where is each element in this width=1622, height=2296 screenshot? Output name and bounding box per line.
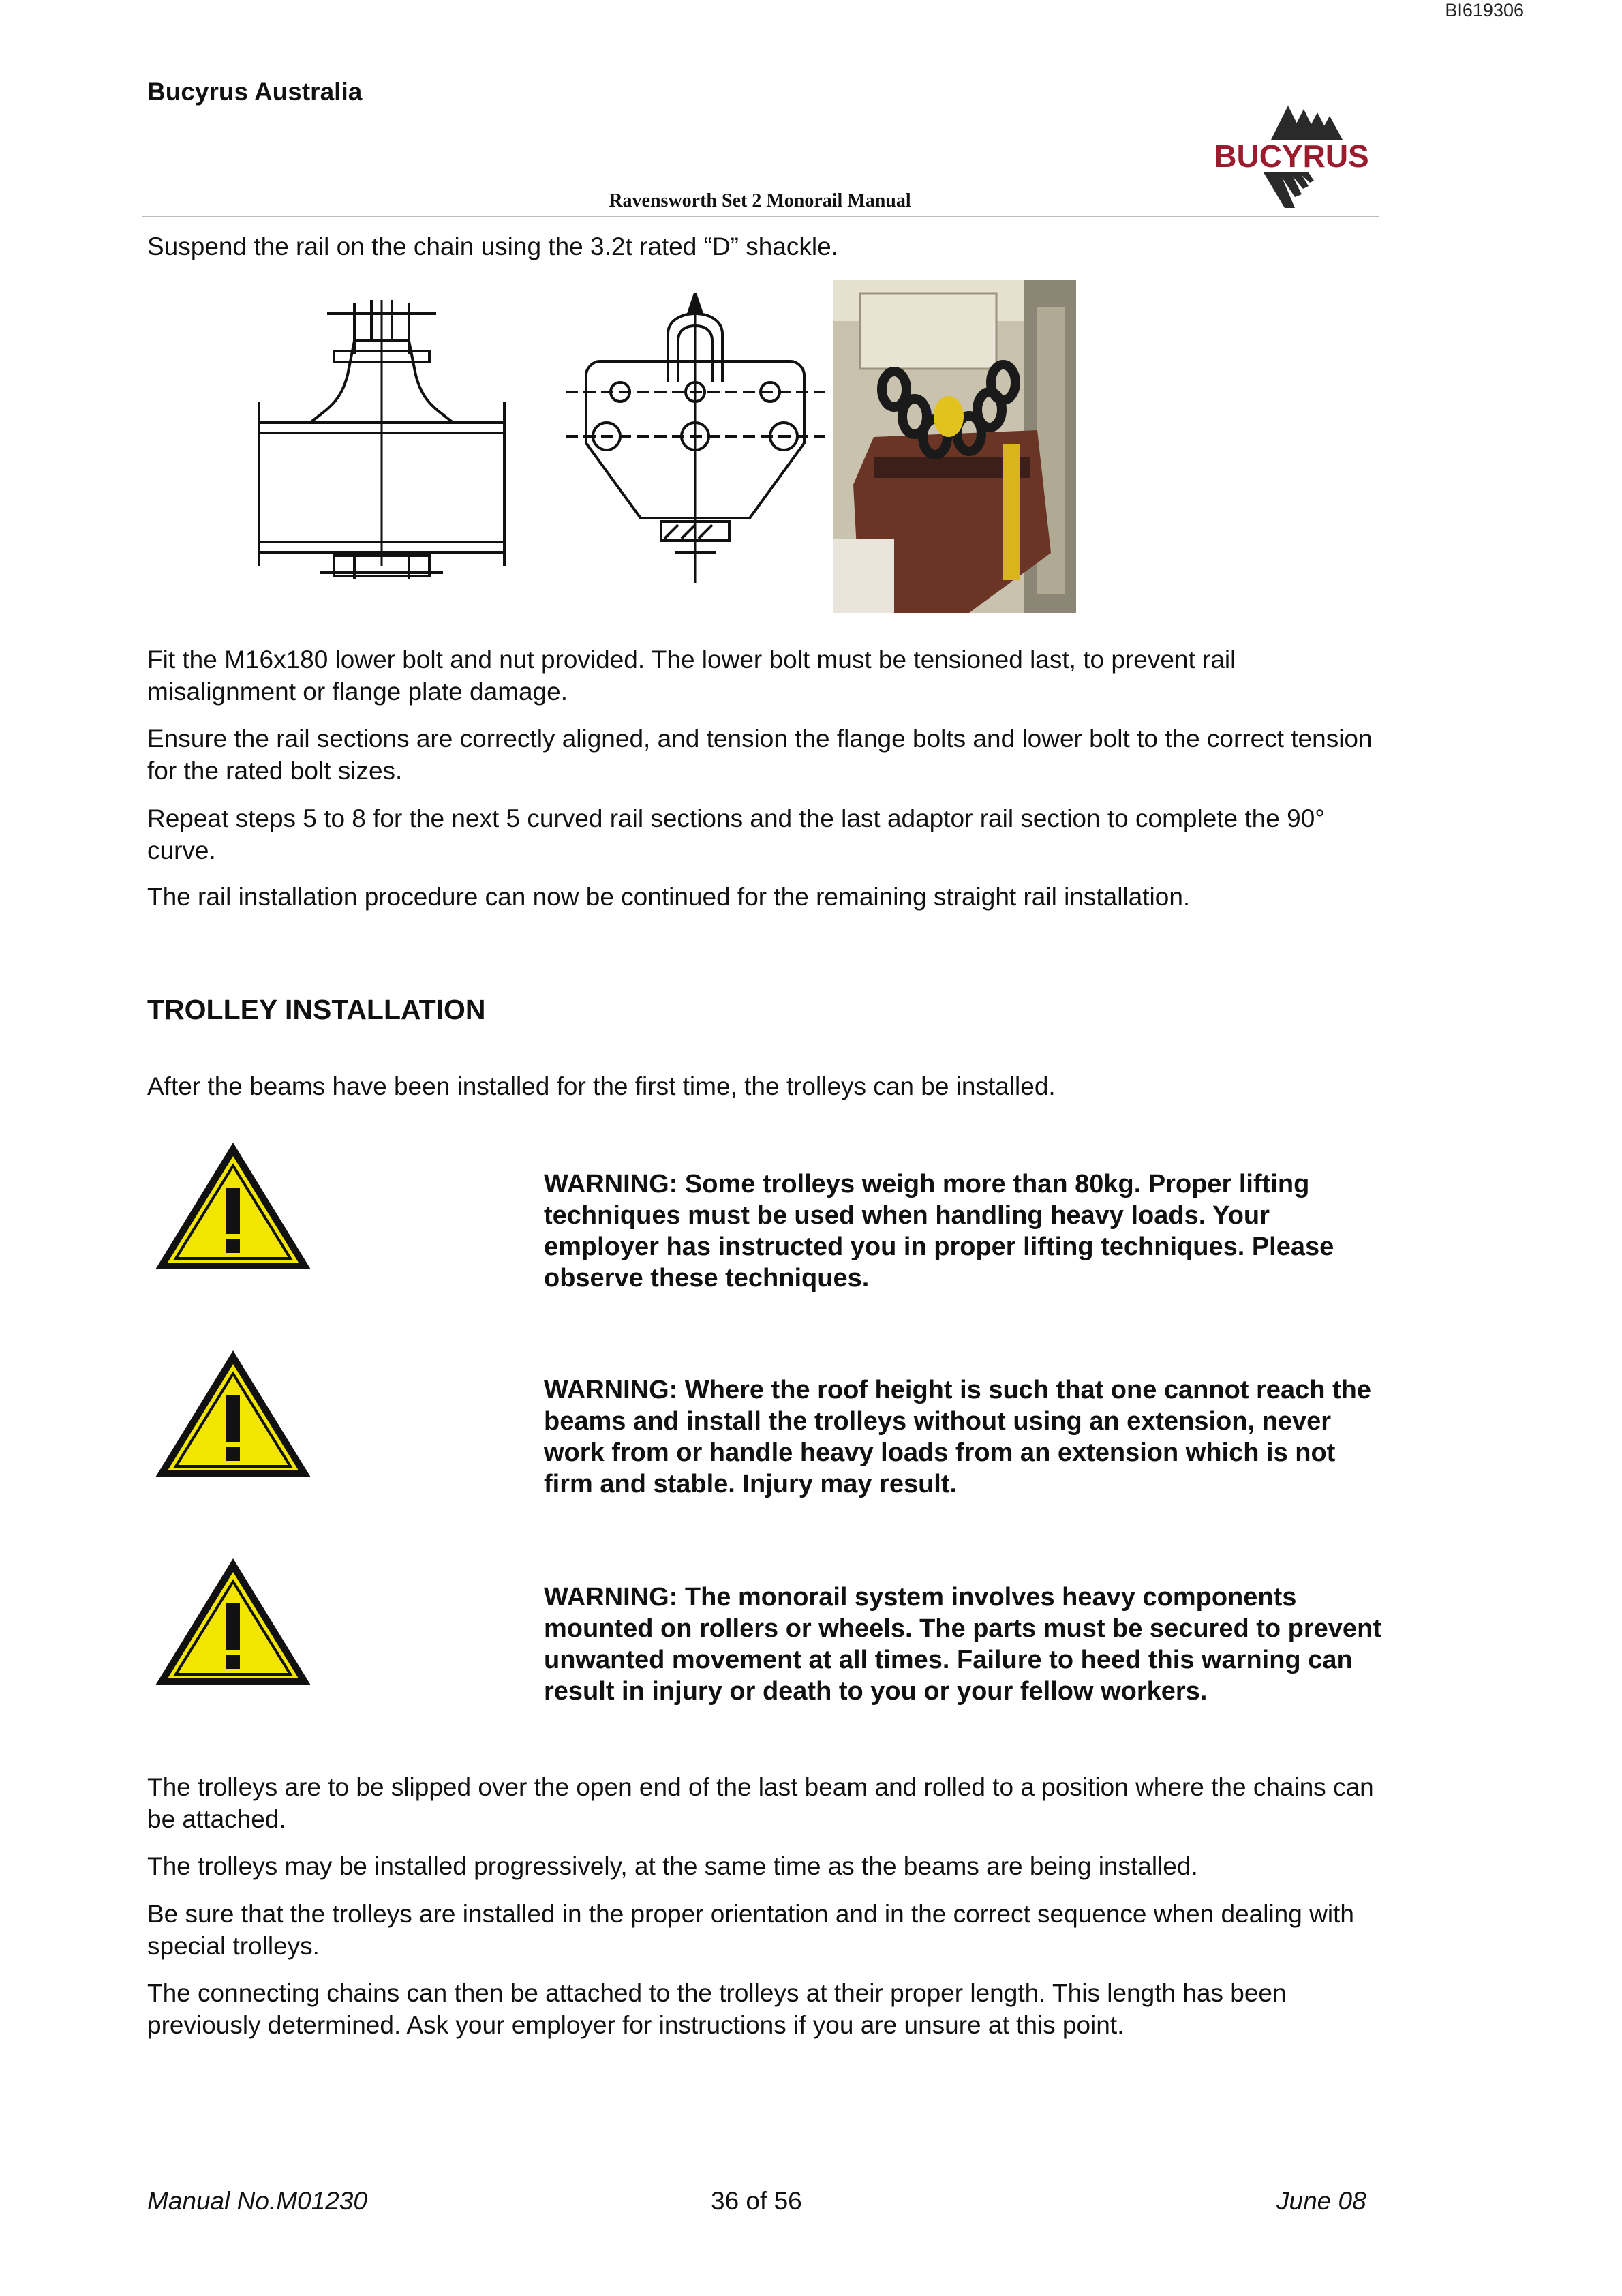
shackle-installation-photo [833,280,1076,613]
para-slip-trolleys: The trolleys are to be slipped over the open end of the last beam and rolled to a position where the chains can be attached. [147,1773,1374,1833]
rail-section-drawing [252,293,511,586]
para-repeat-steps: Repeat steps 5 to 8 for the next 5 curved rail sections and the last adaptor rail section to complete the 90° curve. [147,804,1326,864]
para-progressive: The trolleys may be installed progressively, at the same time as the beams are being installed. [147,1852,1198,1880]
document-id: BI619306 [1445,0,1524,20]
para-suspend: Suspend the rail on the chain using the 3.2t rated “D” shackle. [147,232,838,260]
header-divider [142,216,1379,217]
bucyrus-logo [1206,106,1377,215]
warning-triangle-icon [151,1554,315,1691]
manual-title: Ravensworth Set 2 Monorail Manual [609,190,911,211]
flange-plate-drawing [566,293,825,586]
para-fit-bolt: Fit the M16x180 lower bolt and nut provided. The lower bolt must be tensioned last, to prevent rail misalignment or flange plate damage. [147,646,1236,706]
para-after-beams: After the beams have been installed for the first time, the trolleys can be installed. [147,1072,1056,1100]
logo-text: BUCYRUS [1214,138,1369,174]
para-continue: The rail installation procedure can now be continued for the remaining straight rail installation. [147,883,1191,911]
warning-text-roof-height: WARNING: Where the roof height is such that one cannot reach the beams and install the trolleys without using an extension, never work from or handle heavy loads from an extension which is not firm and stable. Injury may result. [544,1376,1371,1498]
warning-text-lifting: WARNING: Some trolleys weigh more than 80kg. Proper lifting techniques must be used when handling heavy loads. Your employer has instructed you in proper lifting techniques. Please observe these techniques. [544,1170,1334,1293]
footer-manual-number: Manual No.M01230 [147,2187,367,2215]
section-heading: TROLLEY INSTALLATION [147,994,486,1025]
para-ensure-alignment: Ensure the rail sections are correctly aligned, and tension the flange bolts and lower bolt to the correct tension for the rated bolt sizes. [147,725,1373,785]
footer-page-number: 36 of 56 [711,2187,802,2215]
warning-text-heavy-components: WARNING: The monorail system involves heavy components mounted on rollers or wheels. The parts must be secured to prevent unwanted movement at all times. Failure to heed this warning can result in injury or death to you or your fellow workers. [544,1583,1381,1706]
company-name: Bucyrus Australia [147,78,363,106]
footer-date: June 08 [1276,2187,1366,2215]
para-connecting-chains: The connecting chains can then be attached to the trolleys at their proper length. This length has been previously determined. Ask your employer for instructions if you are unsure at this point. [147,1979,1287,2039]
warning-triangle-icon [151,1138,315,1275]
warning-triangle-icon [151,1346,315,1483]
para-orientation: Be sure that the trolleys are installed in the proper orientation and in the correct sequence when dealing with special trolleys. [147,1900,1354,1960]
